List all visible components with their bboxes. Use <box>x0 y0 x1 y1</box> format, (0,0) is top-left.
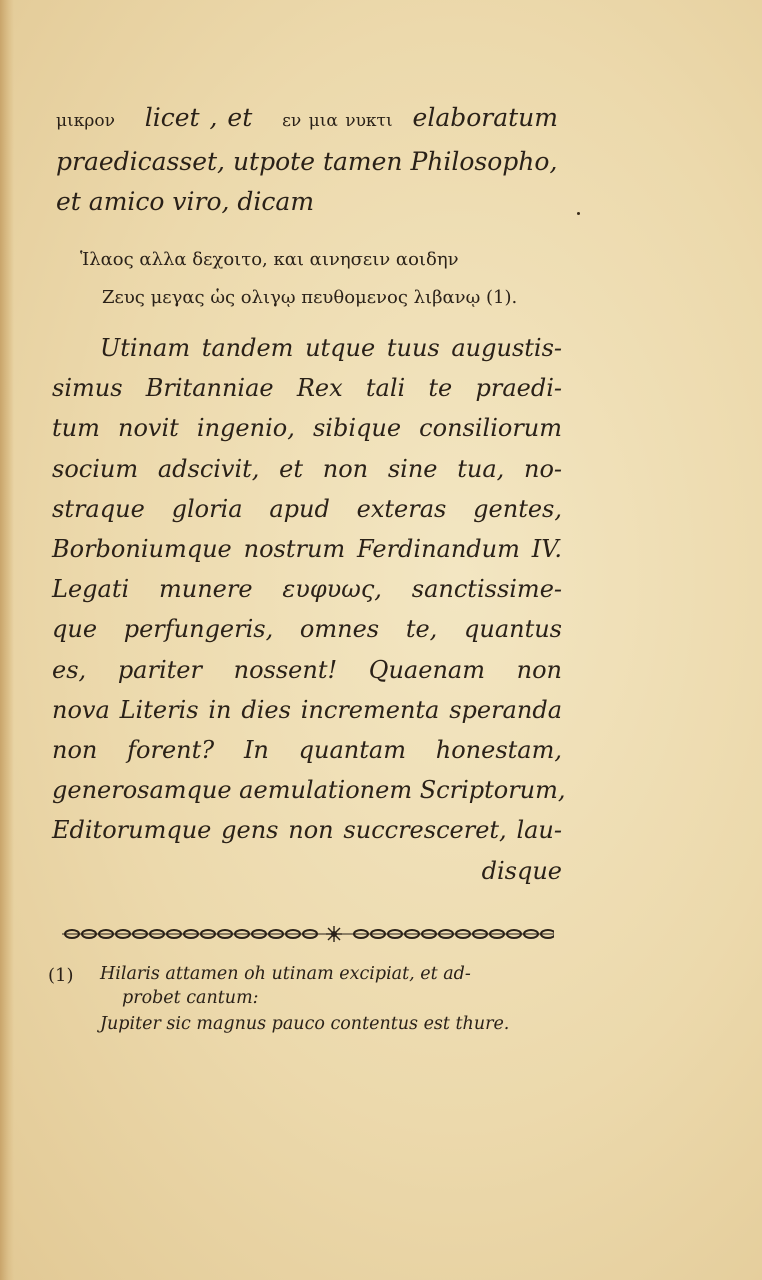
paragraph-line: nova Literis in dies incrementa speranda <box>52 695 562 724</box>
paragraph-line: simus Britanniae Rex tali te praedi- <box>52 374 562 403</box>
paragraph-line: Utinam tandem utque tuus augustis- <box>100 334 562 362</box>
greek-phrase: εν μια νυκτι <box>282 111 393 131</box>
paragraph-line: que perfungeris, omnes te, quantus <box>52 615 562 644</box>
greek-verse-line-2: Ζευς μεγας ὡς ολιγῳ πευθομενος λιβανῳ (1). <box>102 287 518 308</box>
latin-fragment-2: elaboratum <box>412 103 558 132</box>
paper-speck <box>577 212 580 215</box>
ornamental-rule <box>62 925 554 943</box>
intro-line-2: praedicasset, utpote tamen Philosopho, <box>56 146 558 176</box>
latin-fragment: licet , et <box>144 103 253 132</box>
paragraph-line: non forent? In quantam honestam, <box>52 736 562 765</box>
footnote-line-2: probet cantum: <box>122 988 259 1008</box>
intro-text <box>56 98 586 223</box>
page-gutter <box>0 0 14 1280</box>
footnote-line-1: Hilaris attamen oh utinam excipiat, et ad- <box>100 964 471 984</box>
footnote-marker: (1) <box>48 965 74 986</box>
paragraph-line: Editorumque gens non succresceret, lau- <box>52 816 562 845</box>
greek-word: μικρον <box>56 111 115 131</box>
paragraph-line: generosamque aemulationem Scriptorum, <box>52 776 566 805</box>
paragraph-line: tum novit ingenio, sibique consiliorum <box>52 414 562 443</box>
catchword: disque <box>481 856 562 885</box>
greek-verse-line-1: Ἱλαος αλλα δεχοιτο, και αινησειν αοιδην <box>80 249 459 270</box>
paragraph-line: straque gloria apud exteras gentes, <box>52 494 562 523</box>
intro-line-3: et amico viro, dicam <box>56 187 315 216</box>
paragraph-line: Borboniumque nostrum Ferdinandum IV. <box>52 535 562 564</box>
footnote-line-3: Jupiter sic magnus pauco contentus est thure. <box>100 1014 510 1034</box>
intro-line-1 <box>56 98 586 142</box>
paragraph-line: Legati munere ευφυως, sanctissime- <box>52 575 562 604</box>
paragraph-line: es, pariter nossent! Quaenam non <box>52 655 562 684</box>
main-paragraph <box>52 328 566 891</box>
paragraph-line: socium adscivit, et non sine tua, no- <box>52 454 562 483</box>
